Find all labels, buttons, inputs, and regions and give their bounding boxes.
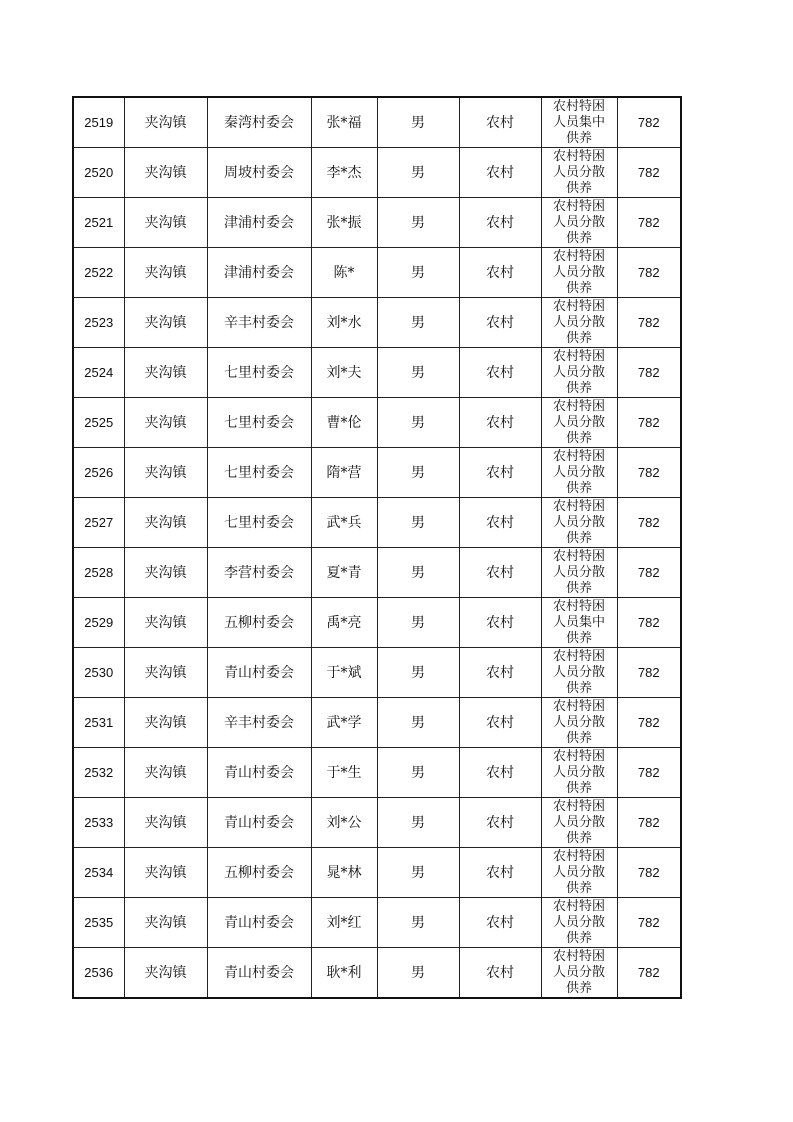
support-category-text: 农村特困人员分散供养 [552,549,605,596]
cell-town: 夹沟镇 [124,248,207,298]
cell-village-committee: 津浦村委会 [207,198,311,248]
cell-gender: 男 [377,148,459,198]
cell-village-committee: 青山村委会 [207,748,311,798]
cell-support-category [541,698,617,748]
cell-gender: 男 [377,498,459,548]
cell-village-committee: 李营村委会 [207,548,311,598]
cell-person-name: 隋*营 [311,448,377,498]
cell-area-type: 农村 [459,498,541,548]
cell-village-committee: 青山村委会 [207,648,311,698]
cell-person-name: 禹*亮 [311,598,377,648]
cell-amount: 782 [617,648,681,698]
cell-gender: 男 [377,398,459,448]
cell-serial-number: 2523 [73,298,124,348]
cell-area-type: 农村 [459,648,541,698]
table-row [73,198,681,248]
table-body [73,97,681,998]
cell-serial-number: 2524 [73,348,124,398]
beneficiary-table [72,96,682,999]
cell-serial-number: 2526 [73,448,124,498]
table-row [73,348,681,398]
cell-support-category [541,448,617,498]
cell-village-committee: 青山村委会 [207,948,311,999]
cell-gender: 男 [377,698,459,748]
cell-amount: 782 [617,498,681,548]
cell-person-name: 刘*公 [311,798,377,848]
cell-area-type: 农村 [459,548,541,598]
cell-person-name: 于*生 [311,748,377,798]
support-category-text: 农村特困人员分散供养 [552,749,605,796]
cell-area-type: 农村 [459,598,541,648]
cell-area-type: 农村 [459,848,541,898]
cell-amount: 782 [617,348,681,398]
cell-gender: 男 [377,748,459,798]
cell-support-category [541,648,617,698]
support-category-text: 农村特困人员分散供养 [552,199,605,246]
cell-support-category [541,498,617,548]
cell-serial-number: 2535 [73,898,124,948]
support-category-text: 农村特困人员分散供养 [552,249,605,296]
cell-serial-number: 2536 [73,948,124,999]
cell-person-name: 陈* [311,248,377,298]
cell-amount: 782 [617,948,681,999]
cell-area-type: 农村 [459,248,541,298]
table-row [73,798,681,848]
cell-village-committee: 秦湾村委会 [207,97,311,148]
cell-amount: 782 [617,698,681,748]
cell-town: 夹沟镇 [124,798,207,848]
cell-village-committee: 七里村委会 [207,348,311,398]
cell-serial-number: 2531 [73,698,124,748]
cell-area-type: 农村 [459,97,541,148]
cell-person-name: 于*斌 [311,648,377,698]
cell-person-name: 耿*利 [311,948,377,999]
cell-serial-number: 2532 [73,748,124,798]
table-row [73,448,681,498]
support-category-text: 农村特困人员集中供养 [552,99,605,146]
table-row [73,748,681,798]
cell-town: 夹沟镇 [124,448,207,498]
cell-support-category [541,848,617,898]
table-row [73,498,681,548]
cell-village-committee: 七里村委会 [207,398,311,448]
cell-amount: 782 [617,898,681,948]
cell-area-type: 农村 [459,148,541,198]
cell-area-type: 农村 [459,448,541,498]
support-category-text: 农村特困人员分散供养 [552,899,605,946]
cell-person-name: 武*兵 [311,498,377,548]
cell-town: 夹沟镇 [124,848,207,898]
cell-support-category [541,598,617,648]
cell-town: 夹沟镇 [124,398,207,448]
cell-serial-number: 2530 [73,648,124,698]
support-category-text: 农村特困人员分散供养 [552,499,605,546]
cell-support-category [541,348,617,398]
cell-serial-number: 2528 [73,548,124,598]
table-row [73,148,681,198]
cell-amount: 782 [617,448,681,498]
cell-town: 夹沟镇 [124,348,207,398]
support-category-text: 农村特困人员分散供养 [552,299,605,346]
cell-person-name: 刘*红 [311,898,377,948]
cell-support-category [541,148,617,198]
cell-gender: 男 [377,298,459,348]
cell-gender: 男 [377,648,459,698]
cell-village-committee: 辛丰村委会 [207,698,311,748]
cell-support-category [541,298,617,348]
cell-area-type: 农村 [459,698,541,748]
cell-serial-number: 2525 [73,398,124,448]
table-row [73,248,681,298]
cell-gender: 男 [377,448,459,498]
cell-amount: 782 [617,198,681,248]
cell-serial-number: 2520 [73,148,124,198]
cell-town: 夹沟镇 [124,298,207,348]
table-row [73,648,681,698]
support-category-text: 农村特困人员分散供养 [552,949,605,996]
cell-village-committee: 周坡村委会 [207,148,311,198]
cell-serial-number: 2534 [73,848,124,898]
cell-person-name: 曹*伦 [311,398,377,448]
table-row [73,848,681,898]
cell-gender: 男 [377,248,459,298]
cell-town: 夹沟镇 [124,148,207,198]
cell-village-committee: 辛丰村委会 [207,298,311,348]
cell-person-name: 张*振 [311,198,377,248]
support-category-text: 农村特困人员分散供养 [552,149,605,196]
table-row [73,298,681,348]
cell-person-name: 夏*青 [311,548,377,598]
cell-support-category [541,548,617,598]
cell-serial-number: 2527 [73,498,124,548]
cell-town: 夹沟镇 [124,498,207,548]
cell-town: 夹沟镇 [124,548,207,598]
cell-village-committee: 青山村委会 [207,898,311,948]
cell-serial-number: 2533 [73,798,124,848]
cell-village-committee: 七里村委会 [207,448,311,498]
cell-person-name: 刘*水 [311,298,377,348]
cell-town: 夹沟镇 [124,898,207,948]
cell-support-category [541,398,617,448]
cell-support-category [541,248,617,298]
cell-amount: 782 [617,748,681,798]
support-category-text: 农村特困人员分散供养 [552,699,605,746]
cell-village-committee: 七里村委会 [207,498,311,548]
table-row [73,398,681,448]
cell-village-committee: 五柳村委会 [207,848,311,898]
support-category-text: 农村特困人员分散供养 [552,349,605,396]
cell-village-committee: 津浦村委会 [207,248,311,298]
support-category-text: 农村特困人员分散供养 [552,849,605,896]
support-category-text: 农村特困人员分散供养 [552,399,605,446]
cell-person-name: 晁*林 [311,848,377,898]
cell-amount: 782 [617,848,681,898]
table-row [73,898,681,948]
cell-amount: 782 [617,97,681,148]
cell-area-type: 农村 [459,748,541,798]
cell-area-type: 农村 [459,198,541,248]
table-row [73,598,681,648]
cell-serial-number: 2529 [73,598,124,648]
table-row [73,548,681,598]
cell-gender: 男 [377,848,459,898]
table-row [73,948,681,999]
cell-area-type: 农村 [459,298,541,348]
cell-amount: 782 [617,548,681,598]
cell-support-category [541,748,617,798]
cell-gender: 男 [377,548,459,598]
cell-serial-number: 2521 [73,198,124,248]
cell-amount: 782 [617,298,681,348]
cell-amount: 782 [617,598,681,648]
cell-serial-number: 2522 [73,248,124,298]
cell-gender: 男 [377,97,459,148]
cell-gender: 男 [377,798,459,848]
cell-support-category [541,898,617,948]
cell-support-category [541,948,617,999]
cell-amount: 782 [617,148,681,198]
cell-amount: 782 [617,398,681,448]
cell-person-name: 李*杰 [311,148,377,198]
cell-support-category [541,97,617,148]
cell-person-name: 武*学 [311,698,377,748]
cell-area-type: 农村 [459,348,541,398]
cell-town: 夹沟镇 [124,97,207,148]
support-category-text: 农村特困人员分散供养 [552,799,605,846]
cell-town: 夹沟镇 [124,648,207,698]
cell-town: 夹沟镇 [124,948,207,999]
cell-gender: 男 [377,598,459,648]
cell-area-type: 农村 [459,948,541,999]
cell-town: 夹沟镇 [124,748,207,798]
support-category-text: 农村特困人员分散供养 [552,649,605,696]
table-row [73,97,681,148]
cell-amount: 782 [617,248,681,298]
cell-amount: 782 [617,798,681,848]
cell-gender: 男 [377,198,459,248]
cell-support-category [541,798,617,848]
cell-support-category [541,198,617,248]
support-category-text: 农村特困人员集中供养 [552,599,605,646]
support-category-text: 农村特困人员分散供养 [552,449,605,496]
cell-village-committee: 青山村委会 [207,798,311,848]
cell-area-type: 农村 [459,798,541,848]
cell-area-type: 农村 [459,898,541,948]
cell-village-committee: 五柳村委会 [207,598,311,648]
cell-gender: 男 [377,348,459,398]
cell-gender: 男 [377,948,459,999]
table-row [73,698,681,748]
cell-serial-number: 2519 [73,97,124,148]
cell-town: 夹沟镇 [124,198,207,248]
cell-person-name: 张*福 [311,97,377,148]
cell-person-name: 刘*夫 [311,348,377,398]
cell-town: 夹沟镇 [124,598,207,648]
cell-gender: 男 [377,898,459,948]
cell-area-type: 农村 [459,398,541,448]
cell-town: 夹沟镇 [124,698,207,748]
